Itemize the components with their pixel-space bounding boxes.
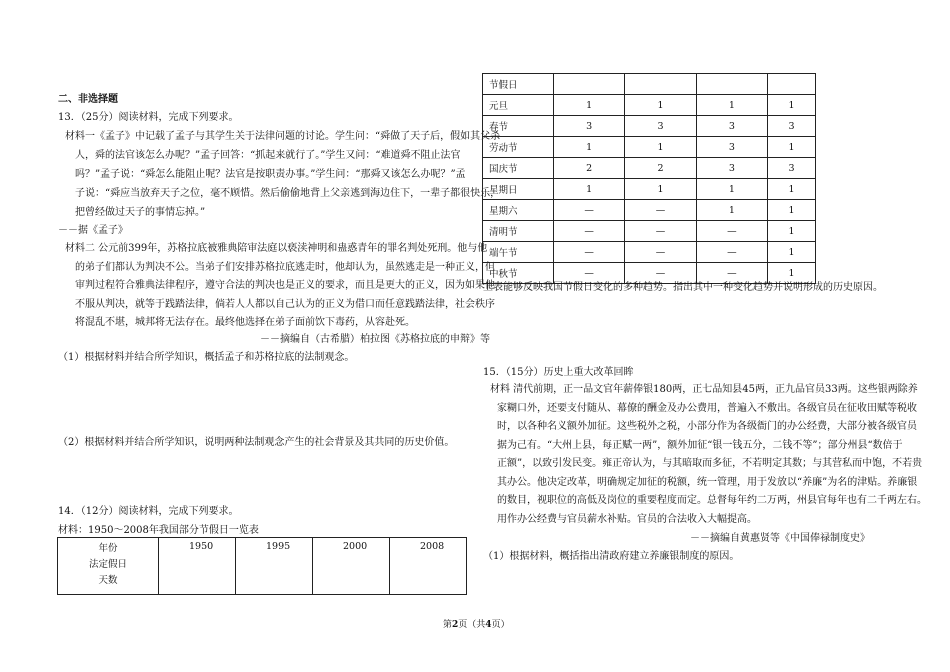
holiday-name: 中秋节 — [483, 263, 554, 284]
table-cell: — — [625, 200, 696, 221]
table-cell: 1 — [696, 179, 767, 200]
q13-sub-question-1: （1）根据材料并结合所学知识，概括孟子和苏格拉底的法制观念。 — [58, 352, 355, 363]
holiday-name: 国庆节 — [483, 158, 554, 179]
table-cell: 1 — [625, 95, 696, 116]
table-cell: — — [625, 263, 696, 284]
text-line: 将混乱不堪，城邦将无法存在。最终他选择在弟子面前饮下毒药，从容赴死。 — [75, 317, 415, 328]
table-cell: 3 — [696, 116, 767, 137]
page-number: 2 — [452, 620, 459, 630]
year-header: 2008 — [390, 538, 467, 595]
table-cell — [554, 74, 625, 95]
table-row — [483, 116, 816, 137]
q14-question: 上表能够反映我国节假日变化的多种趋势。指出其中一种变化趋势并说明形成的历史原因。 — [483, 282, 883, 293]
year-header: 2000 — [313, 538, 390, 595]
table-cell: 3 — [696, 158, 767, 179]
text-line: 正额”，以致引发民变。雍正帝认为，与其暗取而多征，不若明定其数；与其营私而中饱，不若贵 — [497, 458, 923, 469]
holiday-name: 星期六 — [483, 200, 554, 221]
table-row — [483, 200, 816, 221]
q13-source-2: －－摘编自（古希腊）柏拉图《苏格拉底的申辩》等 — [260, 334, 490, 345]
holiday-name: 清明节 — [483, 221, 554, 242]
table-cell: — — [554, 221, 625, 242]
holiday-name: 星期日 — [483, 179, 554, 200]
year-header: 1950 — [159, 538, 236, 595]
q15-source: －－摘编自黄惠贤等《中国俸禄制度史》 — [690, 533, 870, 544]
text-line: 不服从判决，就等于践踏法律，倘若人人都以自己认为的正义为借口而任意践踏法律，社会秩序 — [75, 298, 495, 310]
table-cell: 1 — [625, 179, 696, 200]
table-cell: — — [696, 242, 767, 263]
table-cell: 1 — [768, 95, 816, 116]
page-footer — [443, 617, 510, 630]
table-row — [483, 137, 816, 158]
text-line: 材料 清代前期，正一品文官年薪俸银180两，正七品知县45两，正九品官员33两。这些银两除养 — [490, 384, 918, 395]
table-row — [483, 179, 816, 200]
text-line: 吗？”孟子说：“舜怎么能阻止呢？法官是按职责办事。”学生问：“那舜又该怎么办呢？”孟 — [75, 169, 466, 180]
table-cell: — — [696, 263, 767, 284]
table-cell: — — [554, 200, 625, 221]
year-header: 1995 — [236, 538, 313, 595]
table-cell: 1 — [696, 95, 767, 116]
text-line: 子说：“舜应当放弃天子之位，毫不顾惜。然后偷偷地背上父亲逃到海边住下，一辈子都很快乐， — [75, 188, 501, 199]
corner-label: 年份 — [98, 543, 118, 554]
corner-label: 法定假日 — [88, 559, 127, 570]
text-line: 用作办公经费与官员薪水补贴。官员的合法收入大幅提高。 — [497, 513, 757, 525]
table-cell: 2 — [625, 158, 696, 179]
holiday-name: 端午节 — [483, 242, 554, 263]
text-line: 时，以各种名义额外加征。这些税外之税，小部分作为各级衙门的办公经费，大部分被各级官员 — [497, 421, 917, 432]
q13-header: 13．（25分）阅读材料，完成下列要求。 — [58, 112, 239, 123]
table-cell: 3 — [768, 116, 816, 137]
table-cell: 1 — [768, 221, 816, 242]
page-total: 4 — [485, 620, 492, 630]
table-cell: 3 — [696, 137, 767, 158]
table-cell: — — [625, 221, 696, 242]
text-line: 把曾经做过天子的事情忘掉。” — [75, 207, 206, 218]
q13-material-1 — [65, 127, 500, 222]
text-line: 家糊口外，还要支付随从、幕僚的酬金及办公费用，普遍入不敷出。各级官员在征收田赋等税收 — [497, 402, 917, 414]
q14-header: 14．（12分）阅读材料，完成下列要求。 — [58, 506, 239, 517]
table-cell: 1 — [625, 137, 696, 158]
text-line: 据为己有。“大州上县，每正赋一两”，额外加征“银一钱五分，二钱不等”；部分州县“数倍于 — [497, 439, 903, 451]
table-cell: 1 — [554, 137, 625, 158]
table-cell: — — [554, 263, 625, 284]
holiday-table-header — [57, 537, 467, 595]
table-cell: 1 — [768, 242, 816, 263]
table-cell: 1 — [554, 95, 625, 116]
text-line: 审判过程符合雅典法律程序，遵守合法的判决也是正义的要求，而且是更大的正义，因为如果他 — [75, 280, 495, 291]
table-row — [483, 242, 816, 263]
text-line: 其办公。他决定改革，明确规定加征的税额，统一管理，用于发放以“养廉”为名的津贴。养廉银 — [497, 476, 918, 488]
q15-material — [490, 381, 927, 529]
table-cell: 1 — [768, 137, 816, 158]
table-row — [483, 158, 816, 179]
text-line: 人，舜的法官该怎么办呢？”孟子回答：“抓起来就行了。”学生又问：“难道舜不阻止法官 — [75, 150, 461, 161]
text-line: 的弟子们都认为判决不公。当弟子们安排苏格拉底逃走时，他却认为，虽然逃走是一种正义，但 — [75, 261, 495, 273]
q13-material-2 — [65, 240, 495, 333]
table-row-head: 节假日 — [483, 74, 554, 95]
table-cell: 2 — [554, 158, 625, 179]
table-cell: 3 — [625, 116, 696, 137]
holiday-name: 劳动节 — [483, 137, 554, 158]
text-line: 材料一《孟子》中记载了孟子与其学生关于法律问题的讨论。学生问：“舜做了天子后，假如其父杀 — [65, 131, 501, 142]
footer-text: 页） — [491, 620, 510, 630]
table-cell: 1 — [696, 200, 767, 221]
q14-material: 材料：1950～2008年我国部分节假日一览表 — [58, 525, 259, 536]
table-cell — [768, 74, 816, 95]
footer-text: 第 — [443, 620, 453, 630]
table-cell: 3 — [554, 116, 625, 137]
table-cell: — — [554, 242, 625, 263]
q15-header: 15．（15分）历史上重大改革回眸 — [483, 367, 634, 378]
table-cell: 1 — [768, 263, 816, 284]
table-cell: 1 — [768, 179, 816, 200]
holiday-table-body — [482, 73, 816, 284]
q15-sub-question-1: （1）根据材料，概括指出清政府建立养廉银制度的原因。 — [483, 551, 740, 562]
table-cell: 3 — [768, 158, 816, 179]
table-cell: 1 — [768, 200, 816, 221]
table-cell: 1 — [554, 179, 625, 200]
corner-label: 天数 — [98, 575, 118, 586]
table-cell — [625, 74, 696, 95]
q13-sub-question-2: （2）根据材料并结合所学知识，说明两种法制观念产生的社会背景及其共同的历史价值。 — [58, 437, 455, 448]
text-line: 材料二 公元前399年，苏格拉底被雅典陪审法庭以亵渎神明和蛊惑青年的罪名判处死刑。他与他 — [65, 243, 488, 254]
holiday-name: 春节 — [483, 116, 554, 137]
table-corner-cell — [58, 538, 159, 595]
text-line: 的数目，视职位的高低及岗位的重要程度而定。总督每年约二万两，州县官每年也有二千两左右。 — [497, 495, 927, 506]
table-row — [483, 221, 816, 242]
table-row — [483, 95, 816, 116]
table-cell: — — [625, 242, 696, 263]
table-cell: — — [696, 221, 767, 242]
footer-text: 页（共 — [458, 620, 486, 630]
holiday-name: 元旦 — [483, 95, 554, 116]
q13-source-1: －－据《孟子》 — [58, 225, 128, 236]
section-title: 二、非选择题 — [58, 94, 118, 105]
table-cell — [696, 74, 767, 95]
